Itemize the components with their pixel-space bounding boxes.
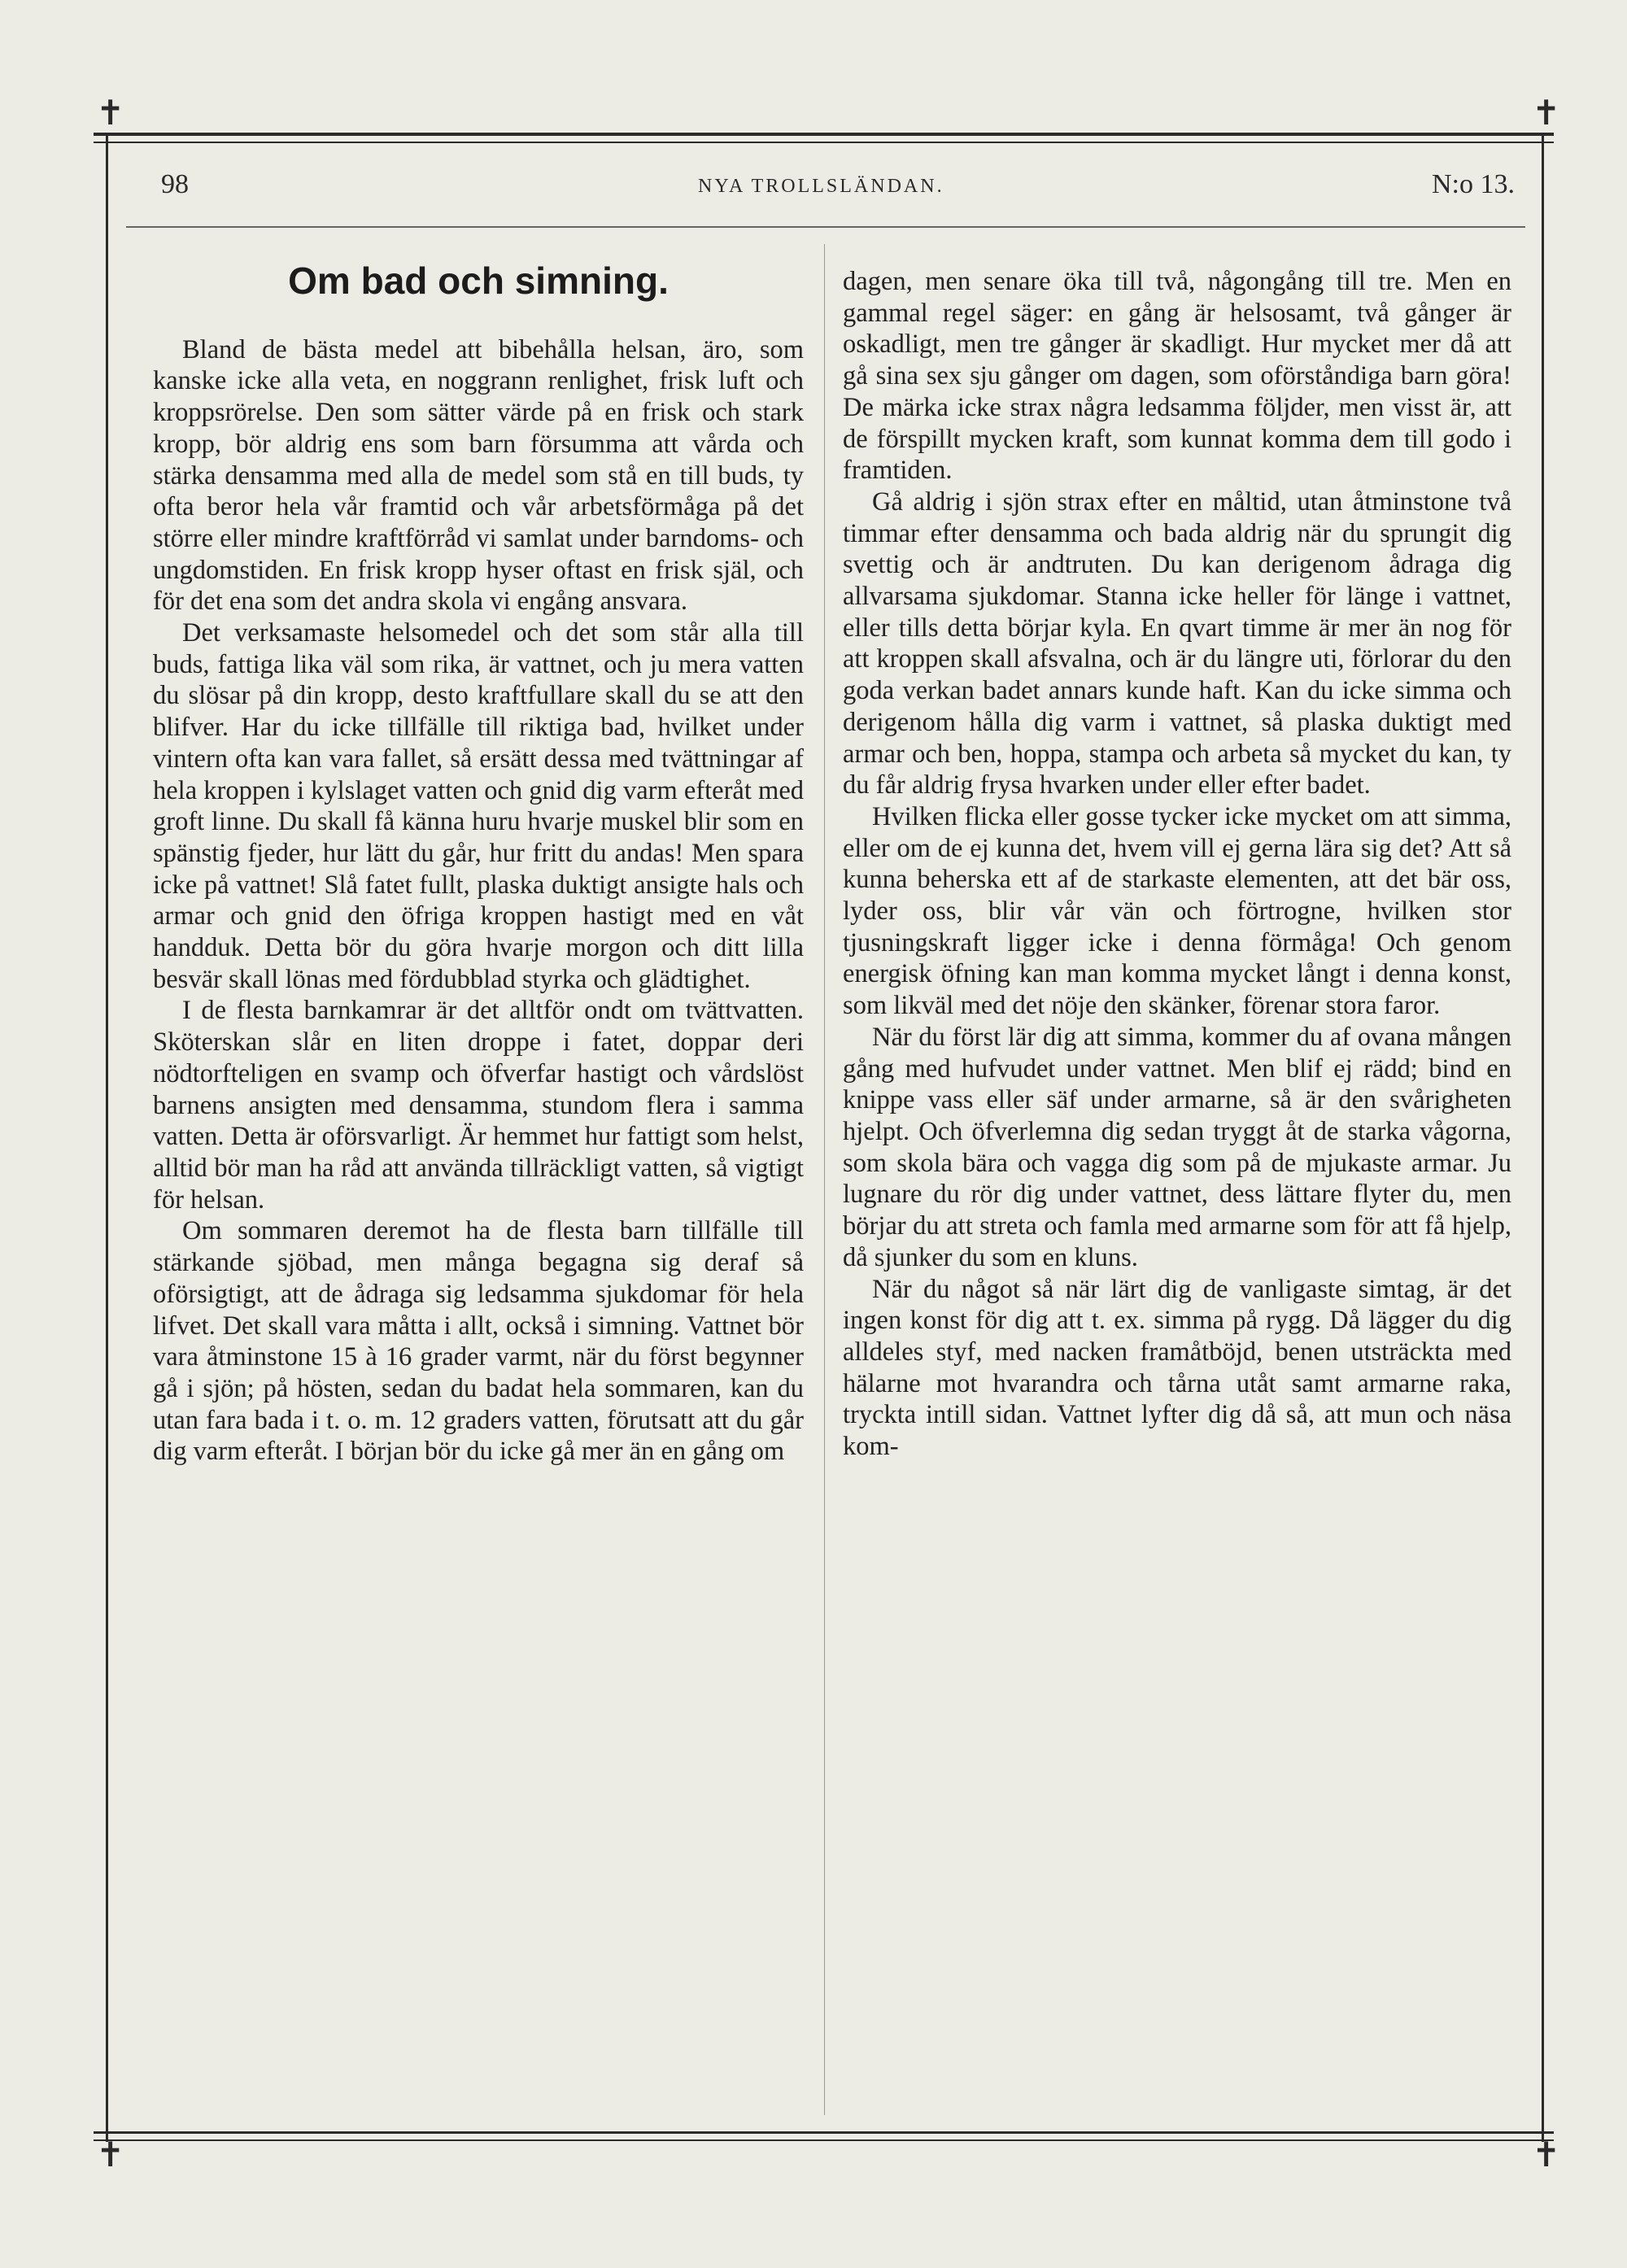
top-border-inner-rule bbox=[94, 142, 1554, 143]
paragraph: När du något så när lärt dig de vanligaste simtag, är det ingen konst för dig att t. ex. simma på rygg. Då lägger du dig alldeles styf, med nacken framåtböjd, benen utsträckta med hälarne mot hvarandra och tårna utåt samt armarne raka, tryckta intill sidan. Vattnet lyfter dig då så, att mun och näsa kom- bbox=[843, 1274, 1511, 1462]
corner-cross-icon: ✝ bbox=[1532, 2135, 1561, 2174]
bottom-border-rule bbox=[94, 2131, 1554, 2134]
header-rule bbox=[126, 226, 1525, 228]
paragraph: dagen, men senare öka till två, någongång till tre. Men en gammal regel säger: en gång är helsosamt, två gånger är oskadligt, men tre gånger är skadligt. Hur mycket mer då att gå sina sex sju gånger om dagen, som oförståndiga barn göra! De märka icke strax några ledsamma följder, men visst är, att de förspillt mycken kraft, som kunnat komma dem till godo i framtiden. bbox=[843, 267, 1511, 486]
magazine-title: NYA TROLLSLÄNDAN. bbox=[698, 176, 944, 197]
right-border-rule bbox=[1542, 133, 1544, 2142]
corner-cross-icon: ✝ bbox=[96, 93, 125, 133]
article-title: Om bad och simning. bbox=[288, 260, 669, 302]
left-column bbox=[153, 260, 804, 1468]
top-border-rule bbox=[94, 133, 1554, 136]
paragraph: Hvilken flicka eller gosse tycker icke mycket om att simma, eller om de ej kunna det, hvem vill ej gerna lära sig det? Att så kunna beherska ett af de starkaste elementen, att det bär oss, lyder oss, blir vår vän och förtrogne, hvilken stor tjusningskraft ligger icke i denna förmåga! Och genom energisk öfning kan man komma mycket långt i denna konst, som likväl med det nöje den skänker, förenar stora faror. bbox=[843, 801, 1511, 1021]
page-number: 98 bbox=[161, 169, 189, 199]
corner-cross-icon: ✝ bbox=[96, 2135, 125, 2174]
paragraph: Om sommaren deremot ha de flesta barn tillfälle till stärkande sjöbad, men många begagna sig deraf så oförsigtigt, att de ådraga sig ledsamma sjukdomar för hela lifvet. Det skall vara måtta i allt, också i simning. Vattnet bör vara åtminstone 15 à 16 grader varmt, när du först begynner gå i sjön; på hösten, sedan du badat hela sommaren, kan du utan fara bada i t. o. m. 12 graders vatten, förutsatt att du går dig varm efteråt. I början bör du icke gå mer än en gång om bbox=[153, 1216, 804, 1467]
paragraph: Gå aldrig i sjön strax efter en måltid, utan åtminstone två timmar efter densamma och bada aldrig när du sprungit dig svettig och är andtruten. Du kan derigenom ådraga dig allvarsama sjukdomar. Stanna icke heller för länge i vattnet, eller tills detta börjar kyla. En qvart timme är mer än nog för att kroppen skall afsvalna, och är du längre uti, förlorar du den goda verkan badet annars kunde haft. Kan du icke simma och derigenom hålla dig varm i vattnet, så plaska duktigt med armar och ben, hoppa, stampa och arbeta så mycket du kan, ty du får aldrig frysa hvarken under eller efter badet. bbox=[843, 486, 1511, 800]
paragraph: Det verksamaste helsomedel och det som står alla till buds, fattiga lika väl som rika, är vattnet, och ju mera vatten du slösar på din kropp, desto kraftfullare skall du se att den blifver. Har du icke tillfälle till riktiga bad, hvilket under vintern ofta kan vara fallet, så ersätt dessa med tvättningar af hela kroppen i kylslaget vatten och gnid dig varm efteråt med groft linne. Du skall få känna huru hvarje muskel blir som en spänstig fjeder, hur lätt du går, hur fritt du andas! Men spara icke på vattnet! Slå fatet fullt, plaska duktigt ansigte hals och armar och gnid den öfriga kroppen hastigt med en våt handduk. Detta bör du göra hvarje morgon och ditt lilla besvär skall lönas med fördubblad styrka och glädtighet. bbox=[153, 618, 804, 994]
issue-number: N:o 13. bbox=[1432, 169, 1515, 199]
bottom-border-inner-rule bbox=[94, 2139, 1554, 2141]
corner-cross-icon: ✝ bbox=[1532, 93, 1561, 133]
left-border-rule bbox=[106, 133, 108, 2142]
paragraph: När du först lär dig att simma, kommer du af ovana mången gång med hufvudet under vattnet. Men blif ej rädd; bind en knippe vass eller säf under armarne, så är den svårigheten hjelpt. Och öfverlemna dig sedan tryggt åt de starka vågorna, som skola bära och vagga dig som på de mjukaste armar. Ju lugnare du rör dig under vattnet, dess lättare flyter du, men börjar du att streta och famla med armarne som för att få hjelp, då sjunker du som en kluns. bbox=[843, 1022, 1511, 1272]
paragraph: I de flesta barnkamrar är det alltför ondt om tvättvatten. Sköterskan slår en liten droppe i fatet, doppar deri nödtorfteligen en svamp och öfverfar hastigt och vårdslöst barnens ansigten med densamma, stundom flera i samma vatten. Detta är oförsvarligt. Är hemmet hur fattigt som helst, alltid bör man ha råd att använda tillräckligt vatten, så vigtigt för helsan. bbox=[153, 996, 804, 1215]
right-column bbox=[843, 266, 1511, 1463]
column-divider bbox=[824, 244, 825, 2115]
paragraph: Bland de bästa medel att bibehålla helsan, äro, som kanske icke alla veta, en noggrann renlighet, frisk luft och kroppsrörelse. Den som sätter värde på en frisk och stark kropp, bör aldrig ens som barn försumma att vårda och stärka densamma med alla de medel som stå en till buds, ty ofta beror hela vår framtid och vår arbetsförmåga på det större eller mindre kraftförråd vi samlat under barndoms- och ungdomstiden. En frisk kropp hyser oftast en frisk själ, och för det ena som det andra skola vi engång ansvara. bbox=[153, 334, 804, 617]
